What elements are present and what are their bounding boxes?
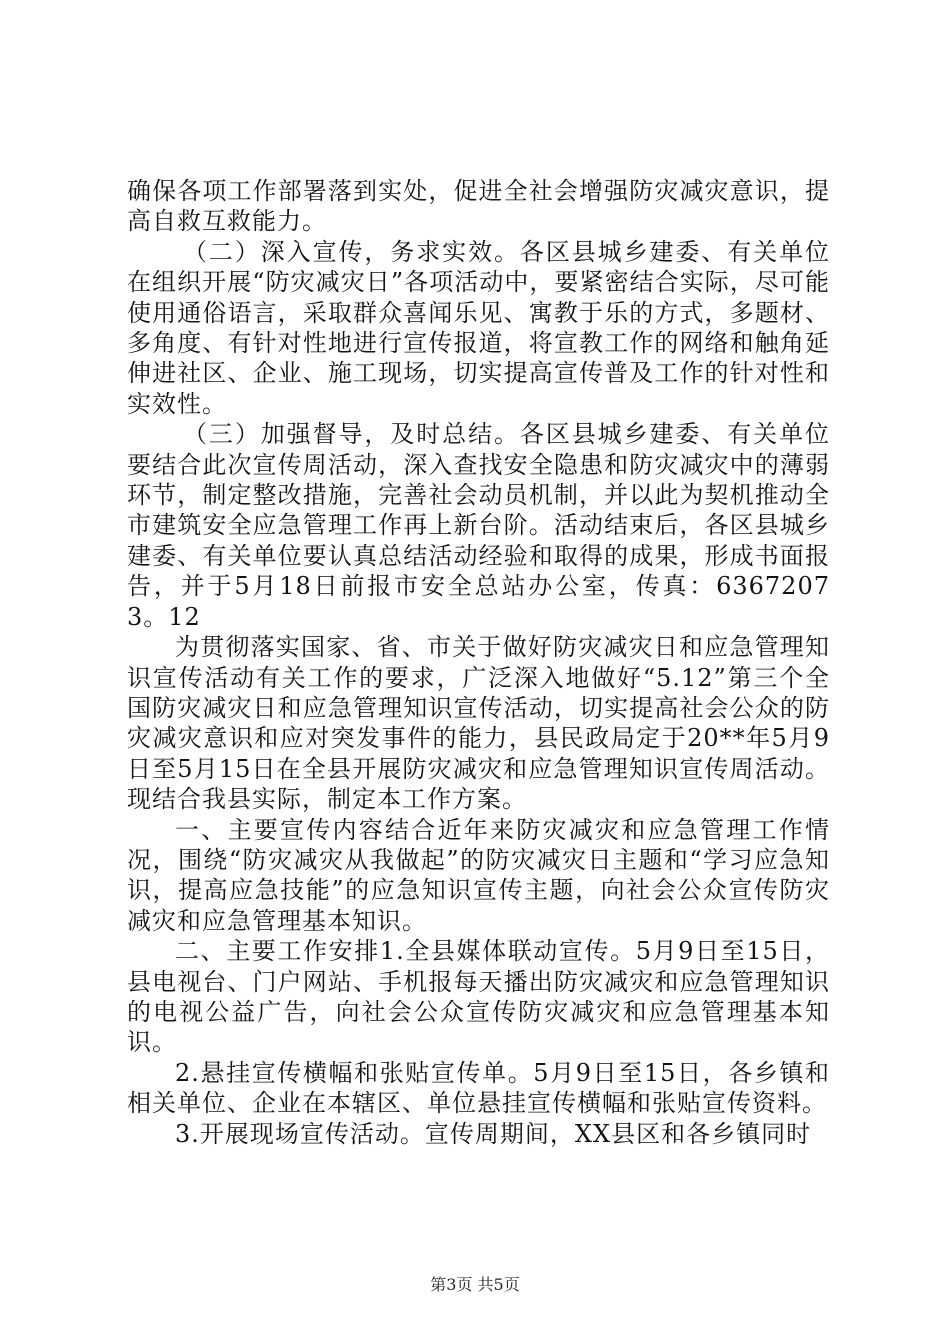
paragraph: 一、主要宣传内容结合近年来防灾减灾和应急管理工作情况，围绕“防灾减灾从我做起”的防灾减灾日主题和“学习应急知识，提高应急技能”的应急知识宣传主题，向社会公众宣传防灾减灾和应急管理基本知识。 xyxy=(127,815,830,935)
paragraph: （二）深入宣传，务求实效。各区县城乡建委、有关单位在组织开展“防灾减灾日”各项活动中，要紧密结合实际，尽可能使用通俗语言，采取群众喜闻乐见、寓教于乐的方式，多题材、多角度、有针对性地进行宣传报道，将宣教工作的网络和触角延伸进社区、企业、施工现场，切实提高宣传普及工作的针对性和实效性。 xyxy=(127,237,830,418)
paragraph: 二、主要工作安排1.全县媒体联动宣传。5月9日至15日，县电视台、门户网站、手机报每天播出防灾减灾和应急管理知识的电视公益广告，向社会公众宣传防灾减灾和应急管理基本知识。 xyxy=(127,937,830,1057)
paragraph: （三）加强督导，及时总结。各区县城乡建委、有关单位要结合此次宣传周活动，深入查找安全隐患和防灾减灾中的薄弱环节，制定整改措施，完善社会动员机制，并以此为契机推动全市建筑安全应急管理工作再上新台阶。活动结束后，各区县城乡建委、有关单位要认真总结活动经验和取得的成果，形成书面报告，并于5月18日前报市安全总站办公室，传真：63672073。12 xyxy=(127,420,830,631)
page-number-footer: 第3页 共5页 xyxy=(430,1275,520,1294)
document-body xyxy=(127,176,830,1149)
paragraph: 3.开展现场宣传活动。宣传周期间，XX县区和各乡镇同时 xyxy=(175,1119,812,1148)
paragraph: 确保各项工作部署落到实处，促进全社会增强防灾减灾意识，提高自救互救能力。 xyxy=(127,177,830,236)
paragraph: 2.悬挂宣传横幅和张贴宣传单。5月9日至15日，各乡镇和相关单位、企业在本辖区、单位悬挂宣传横幅和张贴宣传资料。 xyxy=(127,1058,830,1118)
paragraph: 为贯彻落实国家、省、市关于做好防灾减灾日和应急管理知识宣传活动有关工作的要求，广泛深入地做好“5.12”第三个全国防灾减灾日和应急管理知识宣传活动，切实提高社会公众的防灾减灾意识和应对突发事件的能力，县民政局定于20**年5月9日至5月15日在全县开展防灾减灾和应急管理知识宣传周活动。现结合我县实际，制定本工作方案。 xyxy=(127,633,830,814)
